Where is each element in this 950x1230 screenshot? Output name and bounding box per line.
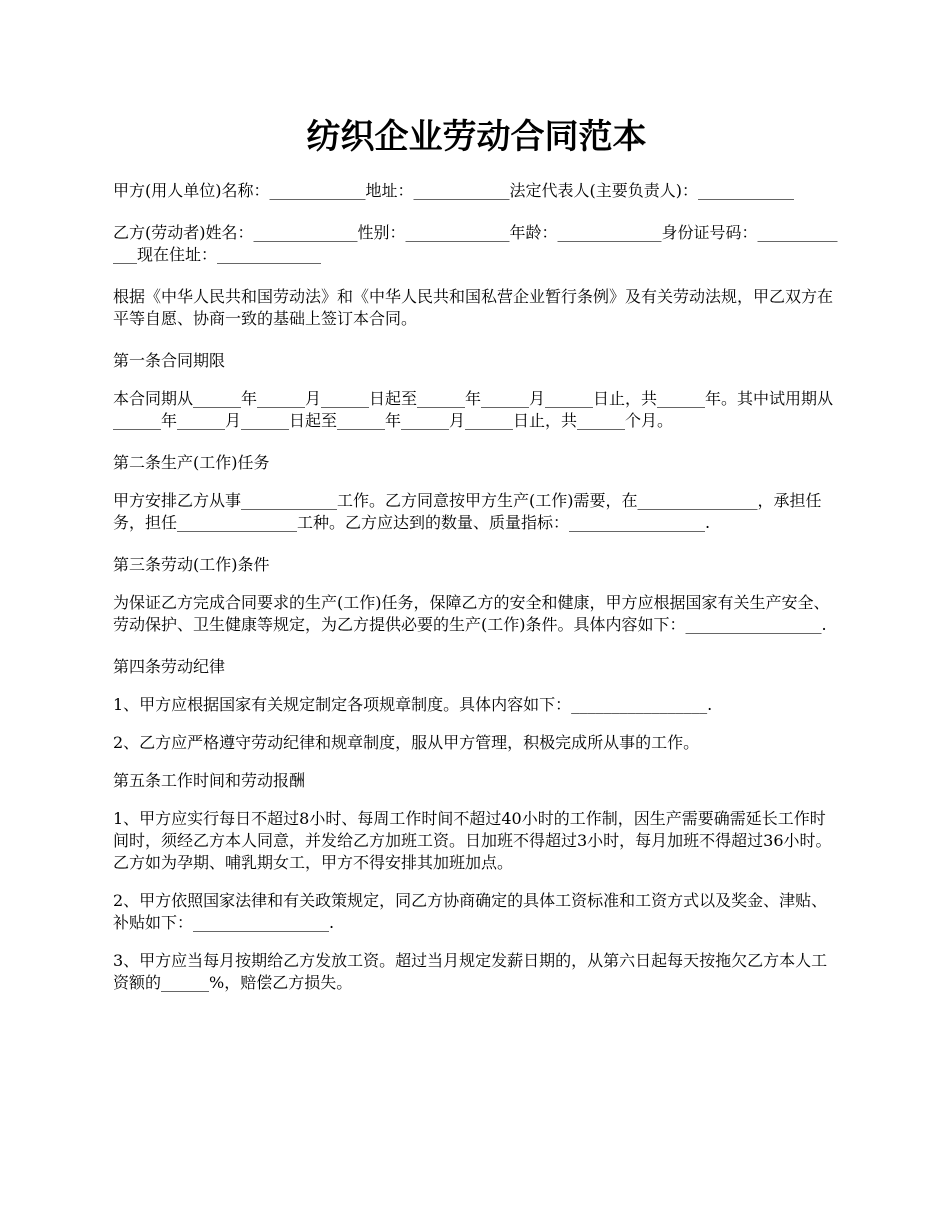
party-b-info: 乙方(劳动者)姓名：_____________性别：_____________年龄：_____________身份证号码：_____________现在住址：_____________ <box>113 223 838 264</box>
article-3-working-conditions: 为保证乙方完成合同要求的生产(工作)任务，保障乙方的安全和健康，甲方应根据国家有关生产安全、劳动保护、卫生健康等规定，为乙方提供必要的生产(工作)条件。具体内容如下：_________________. <box>113 593 830 634</box>
document-title: 纺织企业劳动合同范本 <box>306 117 647 157</box>
article-5-clause-3: 3、甲方应当每月按期给乙方发放工资。超过当月规定发薪日期的，从第六日起每天按拖欠乙方本人工资额的______%，赔偿乙方损失。 <box>113 951 828 992</box>
article-3-heading: 第三条劳动(工作)条件 <box>113 555 270 574</box>
article-4-clause-1: 1、甲方应根据国家有关规定制定各项规章制度。具体内容如下：_________________. <box>113 695 713 714</box>
article-4-heading: 第四条劳动纪律 <box>113 657 226 676</box>
preamble-paragraph: 根据《中华人民共和国劳动法》和《中华人民共和国私营企业暂行条例》及有关劳动法规，甲乙双方在平等自愿、协商一致的基础上签订本合同。 <box>113 287 834 328</box>
article-2-heading: 第二条生产(工作)任务 <box>113 453 270 472</box>
article-5-heading: 第五条工作时间和劳动报酬 <box>113 771 306 790</box>
article-5-clause-2: 2、甲方依照国家法律和有关政策规定，同乙方协商确定的具体工资标准和工资方式以及奖金、津贴、补贴如下：_________________. <box>113 891 828 932</box>
article-4-clause-2: 2、乙方应严格遵守劳动纪律和规章制度，服从甲方管理，积极完成所从事的工作。 <box>113 733 700 752</box>
contract-page <box>113 0 840 994</box>
article-2-production-tasks: 甲方安排乙方从事____________工作。乙方同意按甲方生产(工作)需要，在_______________，承担任务，担任_______________工种。乙方应达到的数量、质量指标：_________________. <box>113 491 822 532</box>
party-a-info: 甲方(用人单位)名称：____________地址：____________法定代表人(主要负责人)：____________ <box>113 181 794 200</box>
article-1-contract-term: 本合同期从______年______月______日起至______年______月______日止，共______年。其中试用期从______年______月______日起至______年______月______日止，共______个月。 <box>113 389 834 430</box>
article-1-heading: 第一条合同期限 <box>113 351 226 370</box>
article-5-clause-1: 1、甲方应实行每日不超过8小时、每周工作时间不超过40小时的工作制，因生产需要确需延长工作时间时，须经乙方本人同意，并发给乙方加班工资。日加班不得超过3小时，每月加班不得超过36小时。乙方如为孕期、哺乳期女工，甲方不得安排其加班加点。 <box>113 809 832 872</box>
